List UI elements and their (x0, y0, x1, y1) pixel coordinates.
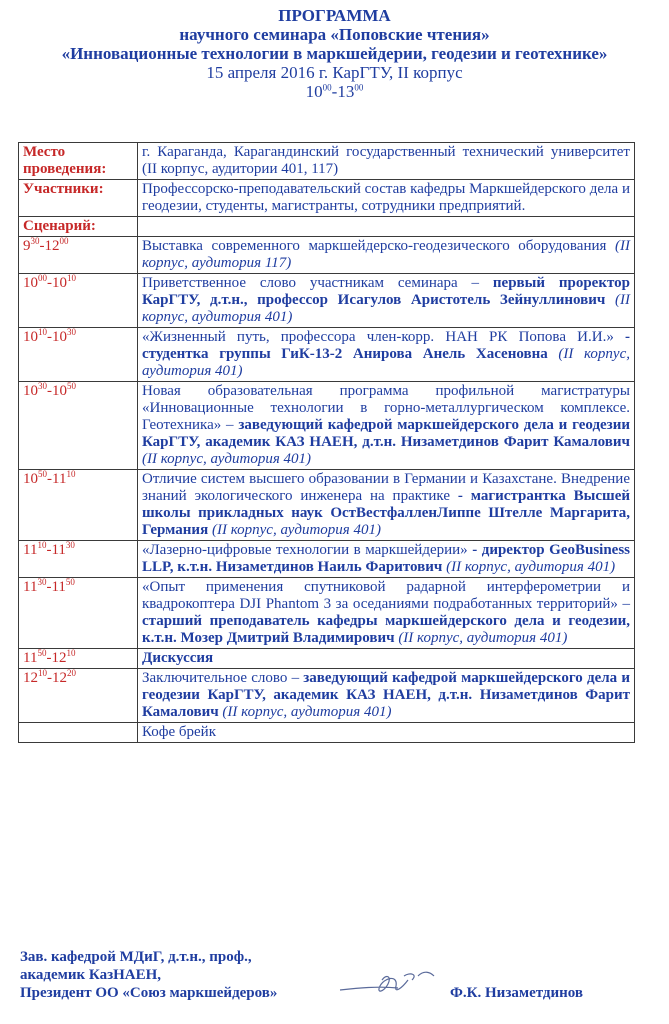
schedule-time: $10^{50}-11^{10}$ (19, 470, 138, 541)
schedule-time: $10^{10}-10^{30}$ (19, 328, 138, 382)
scenario-row (19, 217, 635, 237)
signer-title-3: Президент ОО «Союз маркшейдеров» (20, 985, 278, 1001)
signer-title-1: Зав. кафедрой МДиГ, д.т.н., проф., (20, 949, 252, 965)
schedule-row (19, 237, 635, 274)
seminar-topic: «Инновационные технологии в маркшейдерии, геодезии и геотехнике» (61, 44, 608, 63)
schedule-time: $9^{30}-12^{00}$ (19, 237, 138, 274)
program-table (18, 142, 635, 743)
time-range: $10^{00}-13^{00}$ (305, 82, 364, 101)
schedule-time: $11^{30}-11^{50}$ (19, 578, 138, 649)
schedule-description: Приветственное слово участникам семинара – первый проректор КарГТУ, д.т.н., профессор Исагулов Аристотель Зейнуллинович (II корпус, аудитория 401) (138, 274, 635, 328)
participants-row (19, 180, 635, 217)
schedule-description: «Лазерно-цифровые технологии в маркшейдерии» - директор GeoBusiness LLP, к.т.н. Низаметдинов Наиль Фаритович (II корпус, аудитория 401) (138, 541, 635, 578)
date-location: 15 апреля 2016 г. КарГТУ, II корпус (206, 63, 463, 82)
document-header (0, 6, 669, 101)
seminar-name: научного семинара «Поповские чтения» (179, 25, 490, 44)
schedule-description: Кофе брейк (138, 723, 635, 743)
schedule-time: $11^{50}-12^{10}$ (19, 649, 138, 669)
schedule-description: Новая образовательная программа профильной магистратуры «Инновационные технологии в горно-металлургическом комплексе. Геотехника» – заведующий кафедрой маркшейдерского дела и геодезии КарГТУ, академик КАЗ НАЕН, д.т.н. Низаметдинов Фарит Камалович (II корпус, аудитория 401) (138, 382, 635, 470)
doc-title: ПРОГРАММА (278, 6, 391, 25)
schedule-row (19, 669, 635, 723)
signer-title-2: академик КазНАЕН, (20, 967, 162, 983)
place-row (19, 143, 635, 180)
signature-icon (338, 966, 448, 1006)
place-label: Место проведения: (19, 143, 138, 180)
schedule-description: Выставка современного маркшейдерско-геодезического оборудования (II корпус, аудитория 117) (138, 237, 635, 274)
schedule-row (19, 274, 635, 328)
scenario-label: Сценарий: (19, 217, 138, 237)
schedule-row (19, 541, 635, 578)
schedule-description: Дискуссия (138, 649, 635, 669)
schedule-row (19, 470, 635, 541)
schedule-time: $11^{10}-11^{30}$ (19, 541, 138, 578)
signer-name: Ф.К. Низаметдинов (450, 985, 583, 1001)
schedule-description: Заключительное слово – заведующий кафедрой маркшейдерского дела и геодезии КарГТУ, академик КАЗ НАЕН, д.т.н. Низаметдинов Фарит Камалович (II корпус, аудитория 401) (138, 669, 635, 723)
participants-value: Профессорско-преподавательский состав кафедры Маркшейдерского дела и геодезии, студенты, магистранты, сотрудники предприятий. (138, 180, 635, 217)
scenario-empty (138, 217, 635, 237)
schedule-row (19, 382, 635, 470)
schedule-time: $10^{00}-10^{10}$ (19, 274, 138, 328)
schedule-description: «Жизненный путь, профессора член-корр. НАН РК Попова И.И.» - студентка группы ГиК-13-2 Анирова Анель Хасеновна (II корпус, аудитория 401) (138, 328, 635, 382)
schedule-time (19, 723, 138, 743)
participants-label: Участники: (19, 180, 138, 217)
place-value: г. Караганда, Карагандинский государственный технический университет (II корпус, аудитории 401, 117) (138, 143, 635, 180)
schedule-row (19, 649, 635, 669)
schedule-time: $12^{10}-12^{20}$ (19, 669, 138, 723)
schedule-row (19, 578, 635, 649)
schedule-description: Отличие систем высшего образовании в Германии и Казахстане. Внедрение знаний экологического инженера на практике - магистрантка Высшей школы прикладных наук ОстВестфалленЛиппе Штелле Маргарита, Германия (II корпус, аудитория 401) (138, 470, 635, 541)
schedule-row (19, 328, 635, 382)
signature-block (20, 948, 660, 1002)
schedule-row (19, 723, 635, 743)
schedule-description: «Опыт применения спутниковой радарной интерферометрии и квадрокоптера DJI Phantom 3 за оседаниями подработанных территорий» – старший преподаватель кафедры маркшейдерского дела и геодезии, к.т.н. Мозер Дмитрий Владимирович (II корпус, аудитория 401) (138, 578, 635, 649)
schedule-time: $10^{30}-10^{50}$ (19, 382, 138, 470)
